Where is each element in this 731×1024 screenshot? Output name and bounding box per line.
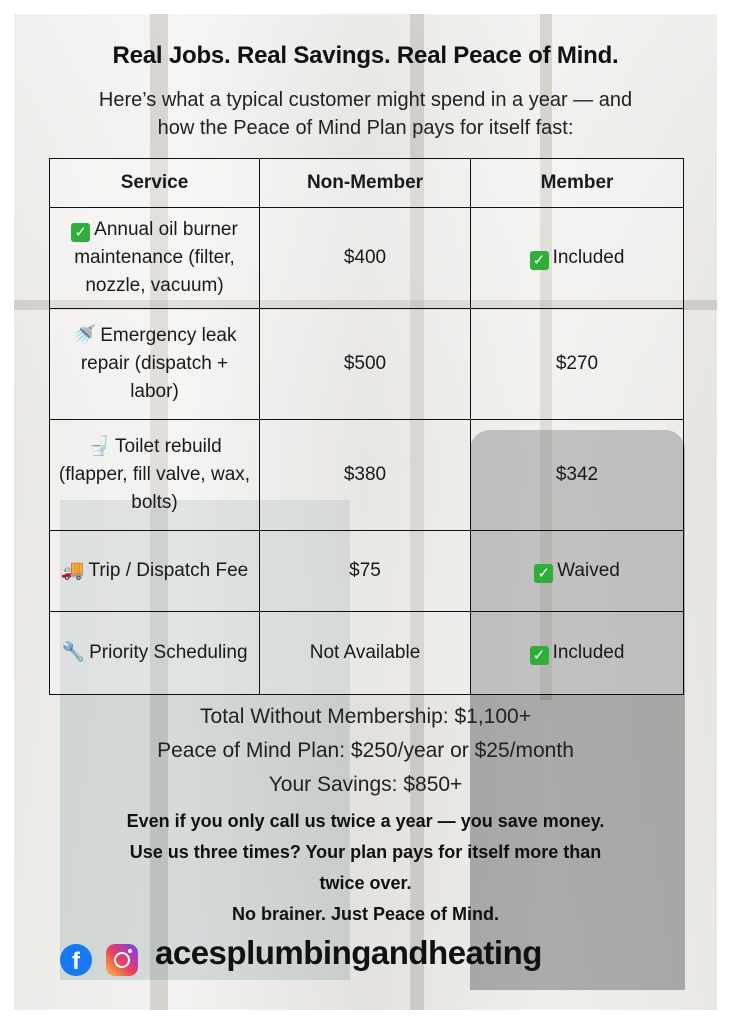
table-row (50, 420, 684, 531)
pricing-table (49, 158, 684, 695)
closing-message (60, 806, 671, 930)
instagram-icon[interactable] (106, 944, 138, 976)
service-cell (50, 612, 260, 695)
closing-line-4: No brainer. Just Peace of Mind. (231, 904, 500, 924)
member-price-cell (471, 208, 684, 309)
table-row (50, 309, 684, 420)
non-member-price: Not Available (260, 612, 471, 695)
member-price-cell (471, 612, 684, 695)
member-price: Included (552, 247, 625, 268)
closing-line-1: Even if you only call us twice a year — you save money. (126, 811, 605, 831)
header-service: Service (50, 159, 260, 208)
total-without-membership: Total Without Membership: $1,100+ (200, 705, 531, 728)
member-price-cell (471, 531, 684, 612)
table-row (50, 208, 684, 309)
page-subtitle (50, 86, 681, 142)
subtitle-line-1: Here’s what a typical customer might spend in a year — and (98, 89, 633, 111)
truck-icon: 🚚 (60, 560, 85, 581)
toilet-icon: 🚽 (87, 436, 111, 457)
service-cell (50, 531, 260, 612)
your-savings: Your Savings: $850+ (268, 773, 463, 796)
member-price: $342 (471, 420, 684, 531)
member-price: $270 (471, 309, 684, 420)
page-title: Real Jobs. Real Savings. Real Peace of Mind. (112, 42, 619, 69)
table-header-row (50, 159, 684, 208)
closing-line-2: Use us three times? Your plan pays for itself more than (129, 842, 602, 862)
service-label: Priority Scheduling (89, 642, 248, 663)
non-member-price: $75 (260, 531, 471, 612)
header-non-member: Non-Member (260, 159, 471, 208)
table-row (50, 612, 684, 695)
closing-line-3: twice over. (319, 873, 412, 893)
service-cell (50, 208, 260, 309)
shower-icon: 🚿 (72, 325, 97, 346)
non-member-price: $380 (260, 420, 471, 531)
service-label: Annual oil burner maintenance (filter, nozzle, vacuum) (74, 219, 238, 296)
subtitle-line-2: how the Peace of Mind Plan pays for itself fast: (157, 117, 574, 139)
facebook-icon[interactable]: f (60, 944, 92, 976)
table-row (50, 531, 684, 612)
non-member-price: $400 (260, 208, 471, 309)
service-label: Trip / Dispatch Fee (88, 560, 249, 581)
check-mark-icon: ✓ (530, 251, 549, 270)
social-handle[interactable]: acesplumbingandheating (155, 934, 542, 971)
service-label: Toilet rebuild (flapper, fill valve, wax, bolts) (58, 436, 251, 513)
plan-price: Peace of Mind Plan: $250/year or $25/month (157, 739, 574, 762)
service-label: Emergency leak repair (dispatch + labor) (80, 325, 237, 402)
service-cell (50, 309, 260, 420)
member-price: Included (552, 642, 625, 663)
check-mark-icon: ✓ (530, 646, 549, 665)
wrench-icon: 🔧 (61, 642, 86, 663)
non-member-price: $500 (260, 309, 471, 420)
member-price: Waived (557, 560, 620, 581)
service-cell (50, 420, 260, 531)
header-member: Member (471, 159, 684, 208)
check-mark-icon: ✓ (71, 223, 90, 242)
check-mark-icon: ✓ (534, 564, 553, 583)
